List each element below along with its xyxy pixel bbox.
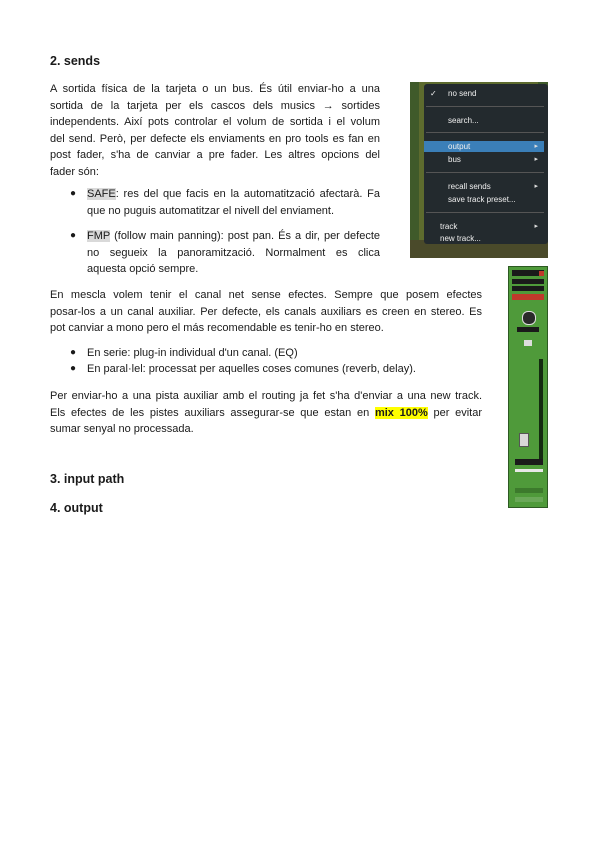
bullet-dot: ● <box>70 188 77 199</box>
submenu-arrow-icon: ▸ <box>534 156 538 163</box>
submenu-arrow-icon: ▸ <box>534 143 538 150</box>
menu-separator <box>426 132 544 133</box>
menu-item-recall-sends[interactable]: recall sends <box>448 182 491 191</box>
strip-automation-box <box>515 488 543 493</box>
strip-value-box <box>517 327 539 332</box>
fader-handle-icon <box>519 433 529 447</box>
strip-record-icon <box>539 271 544 276</box>
aux-line: Per enviar-ho a una pista auxiliar amb el routing ja fet s'ha d'enviar a una new track. <box>50 390 482 402</box>
menu-separator <box>426 172 544 173</box>
mix-line: pot canviar a mono pero el más recomendable es tenir-ho en stereo. <box>50 322 384 334</box>
mix-bullet-serie <box>70 345 470 362</box>
send-option-text: (follow main panning): post pan. És a dir, per defecte <box>110 230 380 242</box>
menu-item-output[interactable]: output <box>448 142 471 151</box>
send-menu-screenshot <box>410 82 548 258</box>
send-option-fmp <box>70 228 380 278</box>
section-heading-output: 4. output <box>50 501 103 515</box>
mix-paragraph <box>50 287 482 337</box>
aux-channel-strip-screenshot <box>508 266 548 508</box>
term-fmp: FMP <box>87 230 111 242</box>
menu-item-save-preset[interactable]: save track preset... <box>448 195 516 204</box>
menu-item-track[interactable]: track <box>440 222 458 231</box>
aux-paragraph <box>50 388 482 438</box>
aux-text: Els efectes de les pistes auxiliars assegurar-se que estan en <box>50 406 375 419</box>
strip-button <box>524 340 532 346</box>
sends-intro-line: post fader, s'ha de canviar a pre fader. Les altres opcions del <box>50 149 380 161</box>
sends-intro-line: independents. Així pots controlar el volum de sortida i el volum <box>50 116 380 128</box>
sends-intro-line: del send. Però, per defecte els enviaments en pro tools es fan en <box>50 132 380 145</box>
menu-item-new-track[interactable]: new track... <box>440 234 481 243</box>
sends-intro-line: sortida de la tarjeta per els cascos dels musics → sortides <box>50 99 380 112</box>
level-meter <box>539 359 543 463</box>
section-heading-sends: 2. sends <box>50 54 101 68</box>
menu-item-bus[interactable]: bus <box>448 155 461 164</box>
mix-line: posar-los a un canal auxiliar. Per defecte, els canals auxiliars es creen en stereo. Es <box>50 305 482 318</box>
strip-slot <box>512 279 544 284</box>
aux-line <box>50 405 482 422</box>
strip-output-box <box>515 497 543 502</box>
mixer-strip-left <box>410 82 419 258</box>
send-option-text: : res del que facis en la automatització afectarà. Fa <box>115 188 380 200</box>
strip-solo-mute <box>512 294 544 300</box>
menu-separator <box>426 106 544 107</box>
mix-line: En mescla volem tenir el canal net sense efectes. Sempre que posem efectes <box>50 289 482 301</box>
sends-intro-line: fader són: <box>50 165 99 178</box>
sends-intro-line: A sortida física de la tarjeta o un bus. És útil enviar-ho a una <box>50 83 380 95</box>
bullet-dot: ● <box>70 230 77 241</box>
send-option-line: aquesta opció sempre. <box>87 263 199 275</box>
mix-bullet-text: En paral·lel: processat per aquelles coses comunes (reverb, delay). <box>87 363 416 375</box>
send-option-line: no segueix la panoramització. Normalment es clica <box>87 246 380 259</box>
section-heading-input-path: 3. input path <box>50 472 125 486</box>
submenu-arrow-icon: ▸ <box>534 183 538 190</box>
pan-knob-icon <box>522 311 536 325</box>
mix-bullet-text: En serie: plug-in individual d'un canal. (EQ) <box>87 347 298 359</box>
menu-check-icon: ✓ <box>430 89 437 98</box>
strip-slot <box>512 286 544 291</box>
bullet-dot: ● <box>70 363 77 374</box>
send-popup-menu <box>424 84 548 244</box>
menu-item-no-send[interactable]: no send <box>448 89 477 98</box>
sends-intro-paragraph <box>50 81 380 180</box>
term-safe: SAFE <box>87 188 116 200</box>
submenu-arrow-icon: ▸ <box>534 223 538 230</box>
send-option-line: que no puguis automatitzar el nivell del enviament. <box>87 204 335 217</box>
highlight-mix-100: mix 100% <box>374 406 428 419</box>
strip-name-box <box>515 469 543 472</box>
menu-item-output-highlight <box>424 141 544 152</box>
aux-text: per evitar <box>427 406 482 419</box>
aux-line: sumar senyal no processada. <box>50 423 194 435</box>
strip-volume-box <box>515 459 543 465</box>
send-option-line <box>87 228 380 245</box>
bullet-dot: ● <box>70 347 77 358</box>
menu-item-search[interactable]: search... <box>448 116 479 125</box>
mix-bullet-parallel <box>70 361 470 378</box>
send-option-safe <box>70 186 380 219</box>
send-option-line <box>87 186 380 203</box>
menu-separator <box>426 212 544 213</box>
